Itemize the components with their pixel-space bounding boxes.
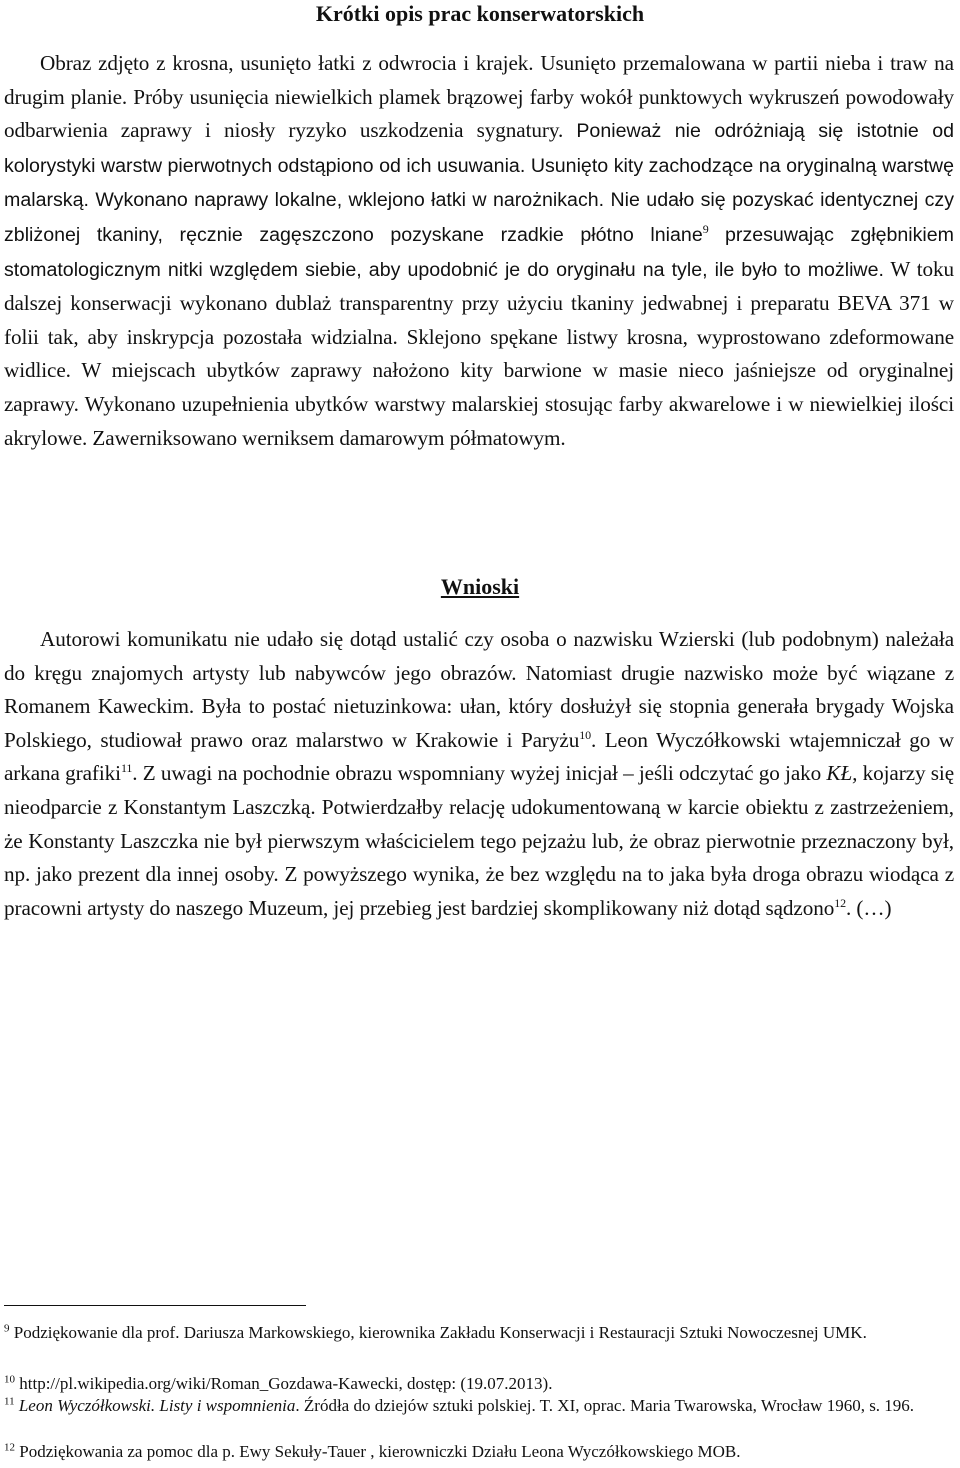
footnote-12-text: Podziękowania za pomoc dla p. Ewy Sekuły-Tauer , kierowniczki Działu Leona Wyczółkowskiego MOB. <box>19 1442 741 1461</box>
footnote-11-number: 11 <box>4 1395 15 1408</box>
conclusions-text-4: kojarzy się nieodparcie z Konstantym Laszczką. Potwierdzałby relację udokumentowaną w karcie obiektu z zastrzeżeniem, że Konstanty Laszczka nie był pierwszym właścicielem tego pejzażu lub, że obraz pierwotnie przeznaczony był, np. jako prezent dla innej osoby. Z powyższego wynika, że bez względu na to jaka była droga obrazu wiodąca z pracowni artysty do naszego Muzeum, jej przebieg jest bardziej skomplikowany niż dotąd sądzono <box>4 761 955 920</box>
conservation-text-sans-2: przesuwając zgłębnikiem stomatologicznym nitki względem siebie, aby upodobnić je do oryginału na tyle, ile było to możliwe. <box>4 223 955 281</box>
footnote-12 <box>4 1441 954 1463</box>
footnote-11 <box>4 1395 954 1417</box>
footnote-10-number: 10 <box>4 1373 15 1386</box>
initial-monogram: KŁ, <box>826 761 858 786</box>
footnote-ref-9[interactable]: 9 <box>702 221 709 236</box>
footnote-ref-11[interactable]: 11 <box>120 761 133 776</box>
conservation-text-sans-1: Ponieważ nie odróżniają się istotnie od kolorystyki warstw pierwotnych odstąpiono od ich usuwania. Usunięto kity zachodzące na oryginalną warstwę malarską. Wykonano naprawy lokalne, wklejono łatki w narożnikach. Nie udało się pozyskać identycznej czy zbliżonej tkaniny, ręcznie zagęszczono pozyskane rzadkie płótno lniane <box>4 120 954 246</box>
footnote-11-text: . Źródła do dziejów sztuki polskiej. T. XI, oprac. Maria Twarowska, Wrocław 1960, s. 196. <box>295 1396 915 1415</box>
conclusions-paragraph <box>4 623 954 925</box>
conservation-paragraph <box>4 47 954 455</box>
conclusions-text-2: . Leon Wyczółkowski wtajemniczał go w arkana grafiki <box>4 727 954 786</box>
conclusions-text-1: Autorowi komunikatu nie udało się dotąd ustalić czy osoba o nazwisku Wzierski (lub podobnym) należała do kręgu znajomych artysty lub nabywców jego obrazów. Natomiast drugie nazwisko może być wiązane z Romanem Kaweckim. Była to postać nietuzinkowa: ułan, który dosłużył się stopnia generała brygady Wojska Polskiego, studiował prawo oraz malarstwo w Krakowie i Paryżu <box>4 627 954 752</box>
footnote-12-number: 12 <box>4 1441 15 1454</box>
footnote-ref-12[interactable]: 12 <box>834 895 847 910</box>
footnote-10 <box>4 1373 954 1395</box>
conclusions-text-5: . (…) <box>846 895 892 920</box>
footnote-9-text: Podziękowanie dla prof. Dariusza Markowskiego, kierownika Zakładu Konserwacji i Restauracji Sztuki Nowoczesnej UMK. <box>13 1323 867 1342</box>
footnote-11-title: Leon Wyczółkowski. Listy i wspomnienia <box>18 1396 296 1415</box>
footnote-9 <box>4 1322 954 1344</box>
section-title-conclusions: Wnioski <box>440 574 520 599</box>
conclusions-text-3: . Z uwagi na pochodnie obrazu wspomniany wyżej inicjał – jeśli odczytać go jako <box>132 761 827 786</box>
section-title-conservation: Krótki opis prac konserwatorskich <box>315 1 645 26</box>
conservation-text-serif-2: W toku dalszej konserwacji wykonano dublaż transparentny przy użyciu tkaniny jedwabnej i preparatu BEVA 371 w folii tak, aby inskrypcja pozostała widzialna. Sklejono spękane listwy krosna, wyprostowano zdeformowane widlice. W miejscach ubytków zaprawy nałożono kity barwione w masie nieco jaśniejsze od oryginalnej zaprawy. Wykonano uzupełnienia ubytków warstwy malarskiej stosując farby akwarelowe i w niewielkiej ilości akrylowe. Zawerniksowano werniksem damarowym półmatowym. <box>4 256 954 450</box>
footnote-divider <box>4 1305 306 1306</box>
footnote-9-number: 9 <box>4 1322 10 1335</box>
footnote-10-link[interactable]: http://pl.wikipedia.org/wiki/Roman_Gozdawa-Kawecki, dostęp: (19.07.2013). <box>19 1374 553 1393</box>
footnote-ref-10[interactable]: 10 <box>579 727 591 742</box>
conservation-text-serif-1: Obraz zdjęto z krosna, usunięto łatki z odwrocia i krajek. Usunięto przemalowana w partii nieba i traw na drugim planie. Próby usunięcia niewielkich plamek brązowej farby wokół punktowych wykruszeń powodowały odbarwienia zaprawy i niosły ryzyko uszkodzenia sygnatury. <box>4 51 954 143</box>
